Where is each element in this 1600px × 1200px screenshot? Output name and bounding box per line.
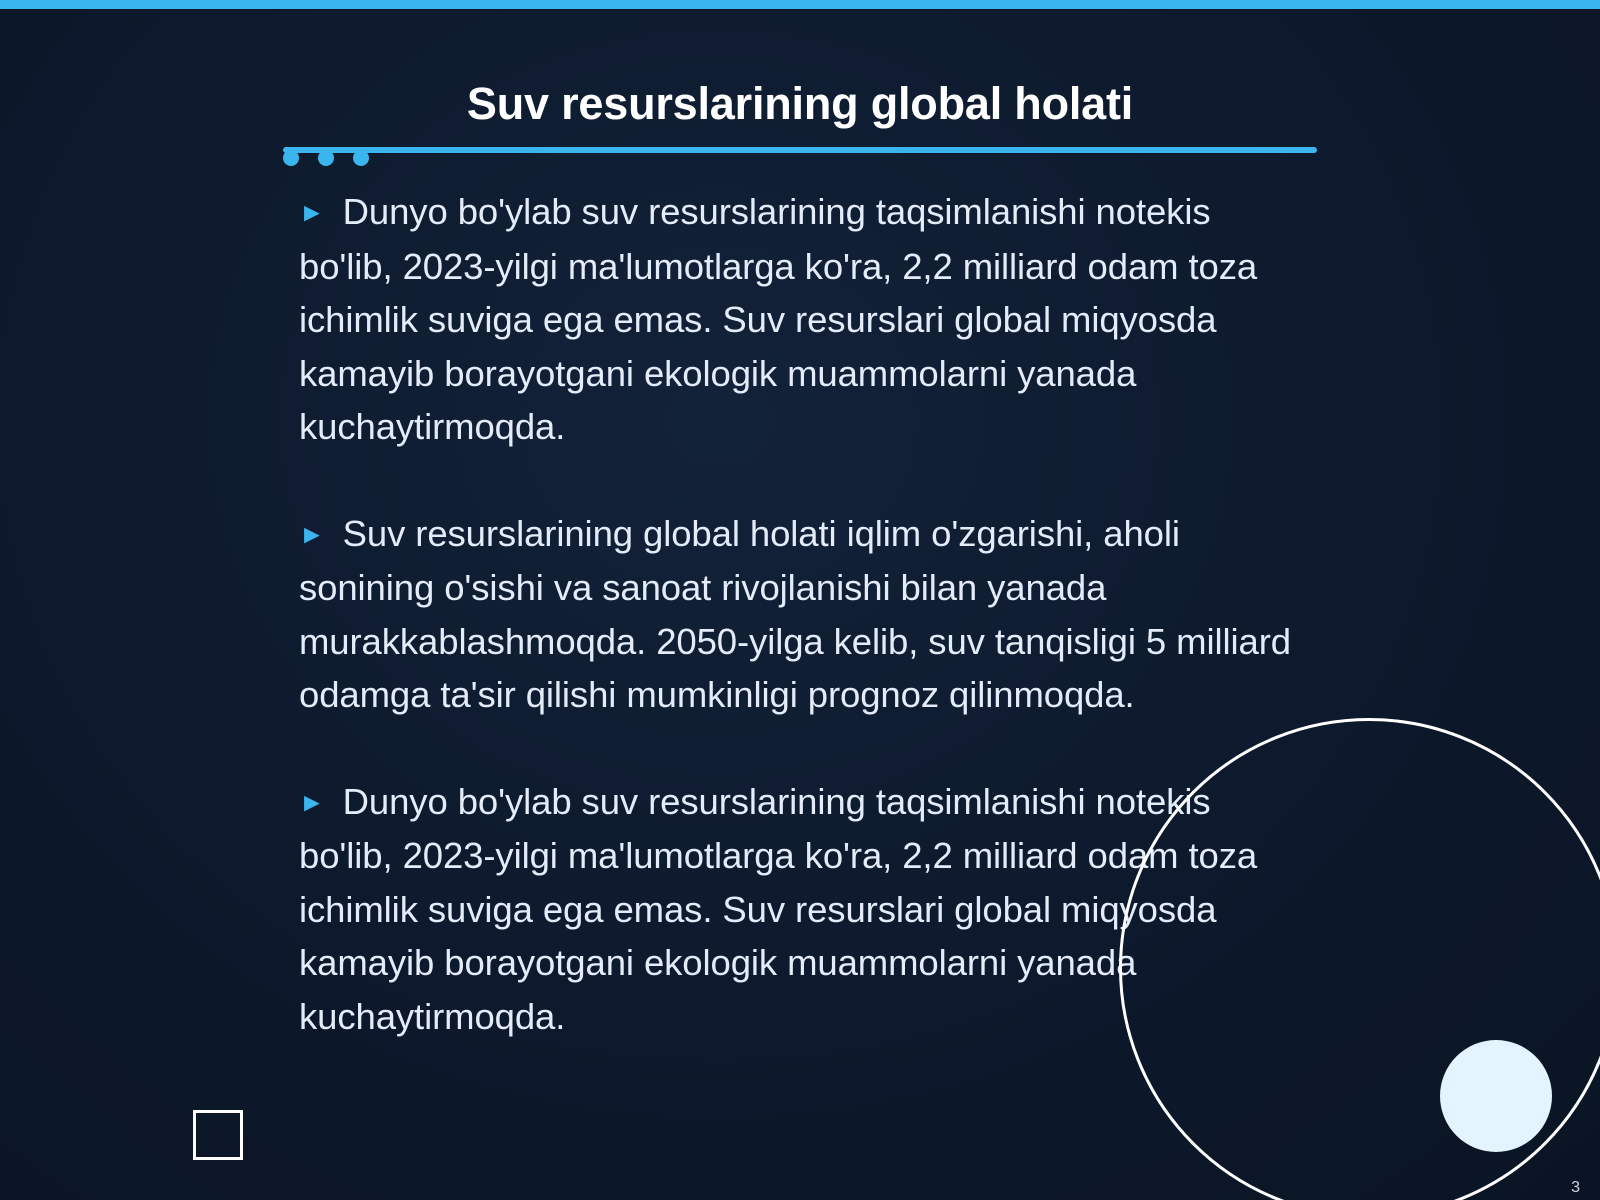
dot-3 [353, 150, 369, 166]
slide-title: Suv resurslarining global holati [466, 78, 1134, 129]
bullet-item-2 [299, 507, 1309, 722]
page-number: 3 [1571, 1179, 1580, 1196]
bullet-arrow-icon: ► [299, 197, 325, 227]
top-accent-bar [0, 0, 1600, 9]
bullet-text-1: Dunyo bo'ylab suv resurslarining taqsimlanishi notekis bo'lib, 2023-yilgi ma'lumotlarga ko'ra, 2,2 milliard odam toza ichimlik suviga ega emas. Suv resurslari global miqyosda kamayib borayotgani ekologik muammolarni yanada kuchaytirmoqda. [299, 191, 1258, 447]
title-underline [283, 147, 1317, 153]
dot-1 [283, 150, 299, 166]
bullet-arrow-icon: ► [299, 786, 325, 817]
bullet-arrow-icon: ► [299, 518, 325, 549]
dot-2 [318, 150, 334, 166]
bullet-text-3: Dunyo bo'ylab suv resurslarining taqsimlanishi notekis bo'lib, 2023-yilgi ma'lumotlarga ko'ra, 2,2 milliard odam toza ichimlik suviga ega emas. Suv resurslari global miqyosda kamayib borayotgani ekologik muammolarni yanada kuchaytirmoqda. [299, 780, 1258, 1037]
bullet-item-1 [299, 185, 1309, 454]
decorative-filled-circle [1440, 1040, 1552, 1152]
bullet-text-2: Suv resurslarining global holati iqlim o'zgarishi, aholi sonining o'sishi va sanoat rivojlanishi bilan yanada murakkablashmoqda. 2050-yilga kelib, suv tanqisligi 5 milliard odamga ta'sir qilishi mumkinligi prognoz qilinmoqda. [299, 512, 1291, 715]
decorative-square [193, 1110, 243, 1160]
